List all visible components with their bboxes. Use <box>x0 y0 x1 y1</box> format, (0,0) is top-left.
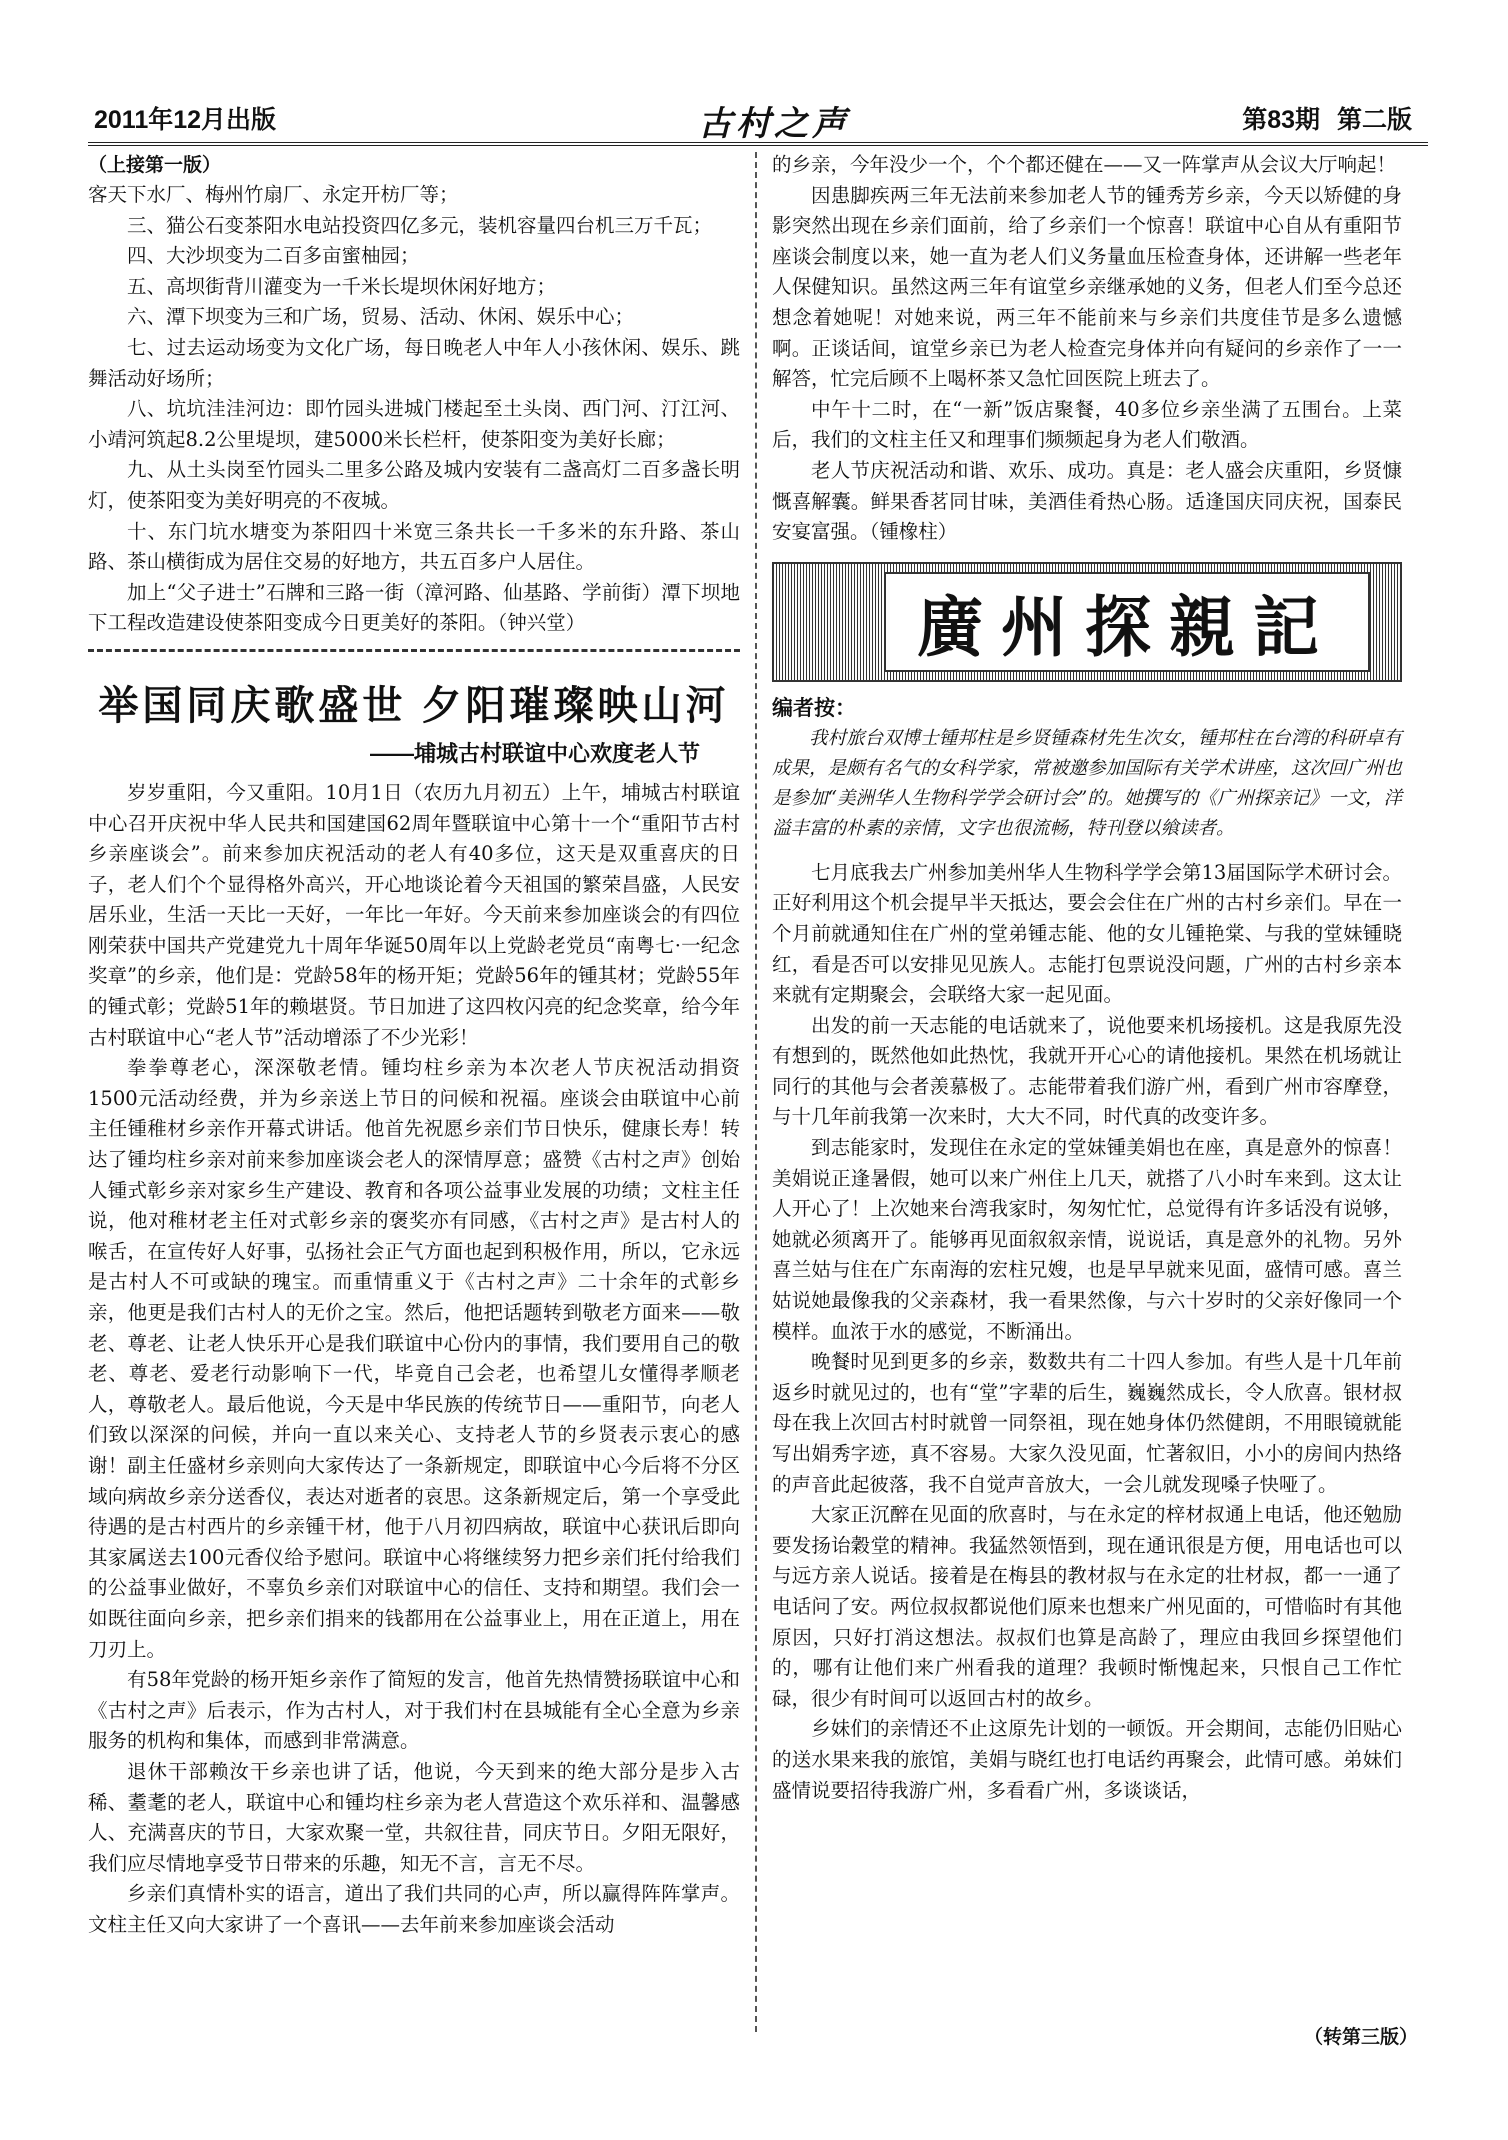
section-separator <box>88 649 740 664</box>
list-item: 八、坑坑洼洼河边：即竹园头进城门楼起至土头岗、西门河、汀江河、小靖河筑起8.2公里堤坝，建5000米长栏杆，使茶阳变为美好长廊； <box>88 397 740 451</box>
article-paragraph: 中午十二时，在“一新”饭店聚餐，40多位乡亲坐满了五围台。上菜后，我们的文柱主任又和理事们频频起身为老人们敬酒。 <box>772 397 1402 452</box>
editor-note-label: 编者按： <box>772 696 856 720</box>
article-paragraph: 岁岁重阳，今又重阳。10月1日（农历九月初五）上午，埔城古村联谊中心召开庆祝中华人民共和国建国62周年暨联谊中心第十一个“重阳节古村乡亲座谈会”。前来参加庆祝活动的老人有40多位，这天是双重喜庆的日子，老人们个个显得格外高兴，开心地谈论着今天祖国的繁荣昌盛，人民安居乐业，生活一天比一天好，一年比一年好。今天前来参加座谈会的有四位刚荣获中国共产党建党九十周年华诞50周年以上党龄老党员“南粤七·一纪念奖章”的乡亲，他们是：党龄58年的杨开矩；党龄56年的锺其材；党龄55年的锺式彰；党龄51年的赖堪贤。节日加进了这四枚闪亮的纪念奖章，给今年古村联谊中心“老人节”活动增添了不少光彩！ <box>88 780 740 1049</box>
list-item: 十、东门坑水塘变为茶阳四十米宽三条共长一千多米的东升路、茶山路、茶山横街成为居住交易的好地方，共五百多户人居住。 <box>88 519 740 574</box>
right-column <box>772 150 1402 1806</box>
column-divider <box>755 152 757 2032</box>
list-item: 四、大沙坝变为二百多亩蜜柚园； <box>127 244 420 268</box>
editor-note: 我村旅台双博士锺邦柱是乡贤锺森材先生次女，锺邦柱在台湾的科研卓有成果，是颇有名气的女科学家，常被邀参加国际有关学术讲座，这次回广州也是参加“美洲华人生物科学学会研讨会”的。她撰写的《广州探亲记》一文，洋溢丰富的朴素的亲情，文字也很流畅，特刊登以飨读者。 <box>772 727 1402 839</box>
banner-title: 廣州探親記 <box>917 588 1337 667</box>
banner-frame <box>884 572 1370 672</box>
article-paragraph: 晚餐时见到更多的乡亲，数数共有二十四人参加。有些人是十几年前返乡时就见过的，也有“堂”字辈的后生，巍巍然成长，令人欣喜。银材叔母在我上次回古村时就曾一同祭祖，现在她身体仍然健朗，不用眼镜就能写出娟秀字迹，真不容易。大家久没见面，忙著叙旧，小小的房间内热络的声音此起彼落，我不自觉声音放大，一会儿就发现嗓子快哑了。 <box>772 1350 1402 1496</box>
article-paragraph: 大家正沉醉在见面的欣喜时，与在永定的梓材叔通上电话，他还勉励要发扬诒穀堂的精神。我猛然领悟到，现在通讯很是方便，用电话也可以与远方亲人说话。接着是在梅县的教材叔与在永定的壮材叔，都一一通了电话问了安。两位叔叔都说他们原来也想来广州见面的，可惜临时有其他原因，只好打消这想法。叔叔们也算是高龄了，理应由我回乡探望他们的，哪有让他们来广州看我的道理？我顿时惭愧起来，只恨自己工作忙碌，很少有时间可以返回古村的故乡。 <box>772 1503 1402 1710</box>
list-item: 三、猫公石变茶阳水电站投资四亿多元，装机容量四台机三万千瓦； <box>127 213 713 237</box>
issue-page-label: 第83期 第二版 <box>1242 106 1412 134</box>
article-paragraph: 乡亲们真情朴实的语言，道出了我们共同的心声，所以赢得阵阵掌声。文柱主任又向大家讲了一个喜讯——去年前来参加座谈会活动 <box>88 1882 740 1936</box>
continued-from-note: （上接第一版） <box>88 154 222 176</box>
publication-date: 2011年12月出版 <box>94 106 277 134</box>
article-headline: 举国同庆歌盛世 夕阳璀璨映山河 <box>98 683 730 728</box>
list-item: 五、高坝街背川灌变为一千米长堤坝休闲好地方； <box>127 274 557 298</box>
list-item: 九、从土头岗至竹园头二里多公路及城内安装有二盏高灯二百多盏长明灯，使茶阳变为美好明亮的不夜城。 <box>88 458 740 512</box>
article-paragraph: 老人节庆祝活动和谐、欢乐、成功。真是：老人盛会庆重阳，乡贤慷慨喜解囊。鲜果香茗同甘味，美酒佳肴热心肠。适逢国庆同庆祝，国泰民安宴富强。（锺橡柱） <box>772 458 1402 544</box>
article-paragraph: 乡妹们的亲情还不止这原先计划的一顿饭。开会期间，志能仍旧贴心的送水果来我的旅馆，美娟与晓红也打电话约再聚会，此情可感。弟妹们盛情说要招待我游广州，多看看广州，多谈谈话， <box>772 1717 1402 1802</box>
article-paragraph: 有58年党龄的杨开矩乡亲作了简短的发言，他首先热情赞扬联谊中心和《古村之声》后表示，作为古村人，对于我们村在县城能有全心全意为乡亲服务的机构和集体，而感到非常满意。 <box>88 1668 740 1753</box>
masthead <box>88 96 1428 146</box>
list-item: 六、潭下坝变为三和广场，贸易、活动、休闲、娱乐中心； <box>127 305 635 329</box>
article-paragraph: 到志能家时，发现住在永定的堂妹锺美娟也在座，真是意外的惊喜！美娟说正逢暑假，她可以来广州住上几天，就搭了八小时车来到。这太让人开心了！上次她来台湾我家时，匆匆忙忙，总觉得有许多话没有说够，她就必须离开了。能够再见面叙叙亲情，说说话，真是意外的礼物。另外喜兰姑与住在广东南海的宏柱兄嫂，也是早早就来见面，盛情可感。喜兰姑说她最像我的父亲森材，我一看果然像，与六十岁时的父亲好像同一个模样。血浓于水的感觉，不断涌出。 <box>772 1136 1402 1343</box>
list-item: 加上“父子进士”石牌和三路一街（漳河路、仙基路、学前街）潭下坝地下工程改造建设使茶阳变成今日更美好的茶阳。（钟兴堂） <box>88 580 740 635</box>
list-item: 七、过去运动场变为文化广场，每日晚老人中年人小孩休闲、娱乐、跳舞活动好场所； <box>88 335 740 390</box>
article-paragraph: 拳拳尊老心，深深敬老情。锺均柱乡亲为本次老人节庆祝活动捐资1500元活动经费，并为乡亲送上节日的问候和祝福。座谈会由联谊中心前主任锺稚材乡亲作开幕式讲话。他首先祝愿乡亲们节日快乐，健康长寿！转达了锺均柱乡亲对前来参加座谈会老人的深情厚意；盛赞《古村之声》创始人锺式彰乡亲对家乡生产建设、教育和各项公益事业发展的功绩；文柱主任说，他对稚材老主任对式彰乡亲的褒奖亦有同感，《古村之声》是古村人的喉舌，在宣传好人好事，弘扬社会正气方面也起到积极作用，所以，它永远是古村人不可或缺的瑰宝。而重情重义于《古村之声》二十余年的式彰乡亲，他更是我们古村人的无价之宝。然后，他把话题转到敬老方面来——敬老、尊老、让老人快乐开心是我们联谊中心份内的事情，我们要用自己的敬老、尊老、爱老行动影响下一代，毕竟自己会老，也希望儿女懂得孝顺老人，尊敬老人。最后他说，今天是中华民族的传统节日——重阳节，向老人们致以深深的问候，并向一直以来关心、支持老人节的乡贤表示衷心的感谢！副主任盛材乡亲则向大家传达了一条新规定，即联谊中心今后将不分区域向病故乡亲分送香仪，表达对逝者的哀思。这条新规定后，第一个享受此待遇的是古村西片的乡亲锺干材，他于八月初四病故，联谊中心获讯后即向其家属送去100元香仪给予慰问。联谊中心将继续努力把乡亲们托付给我们的公益事业做好，不辜负乡亲们对联谊中心的信任、支持和期望。我们会一如既往面向乡亲，把乡亲们捐来的钱都用在公益事业上，用在正道上，用在刀刃上。 <box>88 1056 740 1661</box>
achievement-list <box>88 180 740 639</box>
article-title-banner <box>772 562 1402 682</box>
article-subheadline: ——埔城古村联谊中心欢度老人节 <box>369 740 700 766</box>
article-paragraph: 因患脚疾两三年无法前来参加老人节的锺秀芳乡亲，今天以矫健的身影突然出现在乡亲们面前，给了乡亲们一个惊喜！联谊中心自从有重阳节座谈会制度以来，她一直为老人们义务量血压检查身体，还讲解一些老年人保健知识。虽然这两三年有谊堂乡亲继承她的义务，但老人们至今总还想念着她呢！对她来说，两三年不能前来与乡亲们共度佳节是多么遗憾啊。正谈话间，谊堂乡亲已为老人检查完身体并向有疑问的乡亲作了一一解答，忙完后顾不上喝杯茶又急忙回医院上班去了。 <box>772 183 1402 391</box>
list-item: 客天下水厂、梅州竹扇厂、永定开枋厂等； <box>88 183 459 206</box>
article-paragraph: 七月底我去广州参加美州华人生物科学学会第13届国际学术研讨会。正好利用这个机会提早半天抵达，要会会住在广州的古村乡亲们。早在一个月前就通知住在广州的堂弟锺志能、他的女儿锺艳棠、与我的堂妹锺晓红，看是否可以安排见见族人。志能打包票说没问题，广州的古村乡亲本来就有定期聚会，会联络大家一起见面。 <box>772 860 1402 1007</box>
article-paragraph: 的乡亲，今年没少一个，个个都还健在——又一阵掌声从会议大厅响起！ <box>772 153 1397 176</box>
article-paragraph: 退休干部赖汝干乡亲也讲了话，他说，今天到来的绝大部分是步入古稀、耋耄的老人，联谊中心和锺均柱乡亲为老人营造这个欢乐祥和、温馨感人、充满喜庆的节日，大家欢聚一堂，共叙往昔，同庆节日。夕阳无限好，我们应尽情地享受节日带来的乐趣，知无不言，言无不尽。 <box>88 1759 740 1875</box>
left-column <box>88 150 740 1940</box>
continued-to-note: （转第三版） <box>1303 2026 1418 2048</box>
newspaper-title: 古村之声 <box>698 104 850 144</box>
article-paragraph: 出发的前一天志能的电话就来了，说他要来机场接机。这是我原先没有想到的，既然他如此热忱，我就开开心心的请他接机。果然在机场就让同行的其他与会者羡慕极了。志能带着我们游广州，看到广州市容摩登，与十几年前我第一次来时，大大不同，时代真的改变许多。 <box>772 1013 1402 1129</box>
